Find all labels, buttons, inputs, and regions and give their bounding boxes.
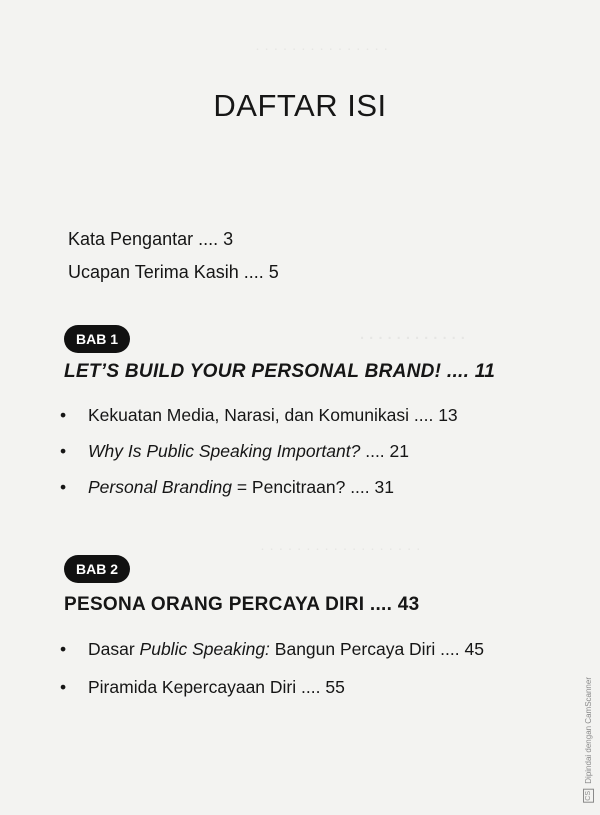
- toc-page-number: 21: [389, 441, 410, 461]
- chapter-title: PESONA ORANG PERCAYA DIRI .... 43: [64, 594, 420, 615]
- toc-page-number: 43: [397, 594, 420, 615]
- toc-page-number: 13: [438, 405, 458, 425]
- toc-page-number: 55: [325, 677, 345, 697]
- toc-page-number: 11: [474, 361, 496, 382]
- toc-entry: Kata Pengantar .... 3: [68, 229, 234, 249]
- chapter-badge: BAB 1: [64, 325, 130, 353]
- camscanner-logo-icon: CS: [585, 791, 592, 801]
- toc-entry-label: Ucapan Terima Kasih: [68, 262, 239, 282]
- list-item: • Why Is Public Speaking Important? .... 21: [60, 441, 410, 461]
- chapter-title: LET’S BUILD YOUR PERSONAL BRAND! .... 11: [64, 361, 496, 382]
- toc-page-number: 31: [374, 477, 394, 497]
- bullet-icon: •: [60, 639, 67, 659]
- bullet-icon: •: [60, 441, 67, 461]
- camscanner-watermark: [583, 677, 594, 803]
- camscanner-text: Dipindai dengan CamScanner: [584, 677, 593, 785]
- toc-page-number: 5: [268, 262, 279, 282]
- show-through: · · · · · · · · · · · · · · · · · ·: [260, 540, 421, 557]
- toc-page-number: 3: [223, 229, 234, 249]
- show-through: · · · · · · · · · · · ·: [360, 330, 466, 347]
- bullet-icon: •: [60, 677, 67, 697]
- chapter-badge: BAB 2: [64, 555, 130, 583]
- list-item: • Piramida Kepercayaan Diri .... 55: [60, 677, 345, 697]
- page-title: DAFTAR ISI: [213, 88, 387, 123]
- list-item: • Personal Branding = Pencitraan? .... 31: [60, 477, 394, 497]
- bullet-icon: •: [60, 405, 67, 425]
- show-through: · · · · · · · · · · · · · · ·: [255, 40, 389, 57]
- list-item: • Kekuatan Media, Narasi, dan Komunikasi .... 13: [60, 405, 458, 425]
- bullet-icon: •: [60, 477, 67, 497]
- toc-entry: Ucapan Terima Kasih .... 5: [68, 262, 279, 282]
- toc-entry-label: Kata Pengantar: [68, 229, 194, 249]
- toc-page-number: 45: [464, 639, 484, 659]
- list-item: • Dasar Public Speaking: Bangun Percaya Diri .... 45: [60, 639, 484, 659]
